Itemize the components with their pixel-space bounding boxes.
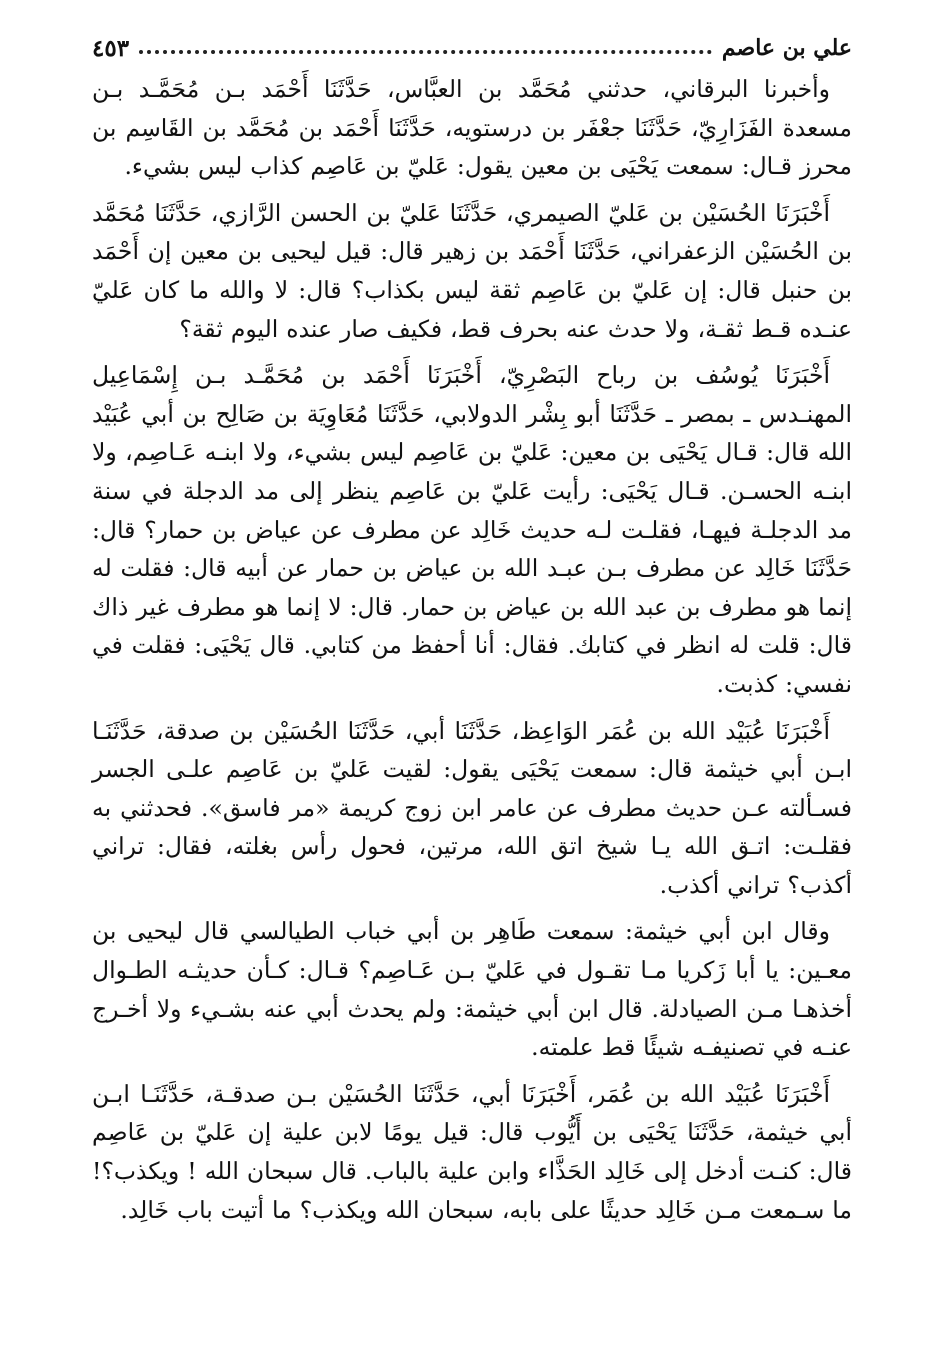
paragraph-5: وقال ابن أبي خيثمة: سمعت طَاهِر بن أبي خباب الطيالسي قال ليحيى بن معـين: يا أبا زَكريا مـا تقـول في عَليّ بـن عَـاصِم؟ قـال: كـأن حديثـه الطـوال أخذهـا مـن الصيادلة. قال ابن أبي خيثمة: ولم يحدث أبي عنه بشـيء ولا أخـرج عنـه في تصنيفـه شيئًا قط علمته. bbox=[92, 917, 852, 1062]
book-page bbox=[92, 28, 852, 1346]
page-number: ٤٥٣ bbox=[92, 34, 130, 62]
header-title: علي بن عاصم bbox=[721, 35, 852, 61]
dotted-leader bbox=[139, 50, 712, 54]
paragraph-6: أَخْبَرَنَا عُبَيْد الله بن عُمَر، أَخْبَرَنَا أبي، حَدَّثَنَا الحُسَيْن بـن صدقـة، حَدَّثَنَـا ابـن أبي خيثمة، حَدَّثَنَا يَحْيَى بن أَيُّوب قال: قيل يومًا لابن علية إن عَليّ بن عَاصِم قال: كنـت أدخل إلى خَالِد الحَذَّاء وابن علية بالباب. قال سبحان الله ! ويكذب؟! ما سـمعت مـن خَالِد حديثًا على بابه، سبحان الله ويكذب؟ ما أتيت باب خَالِد. bbox=[92, 1079, 852, 1224]
paragraph-2: أَخْبَرَنَا الحُسَيْن بن عَليّ الصيمري، حَدَّثَنَا عَليّ بن الحسن الرَّازي، حَدَّثَنَا مُحَمَّد بن الحُسَيْن الزعفراني، حَدَّثَنَا أَحْمَد بن زهير قال: قيل ليحيى بن معين إن أَحْمَد بن حنبل قال: إن عَليّ بن عَاصِم ثقة ليس بكذاب؟ قال: لا والله ما كان عَليّ عنـده قـط ثقـة، ولا حدث عنه بحرف قط، فكيف صار عنده اليوم ثقة؟ bbox=[92, 198, 852, 343]
running-header bbox=[92, 28, 852, 68]
paragraph-1: وأخبرنا البرقاني، حدثني مُحَمَّد بن العبَّاس، حَدَّثَنَا أَحْمَد بـن مُحَمَّـد بـن مسعدة الفَزَارِيّ، حَدَّثَنَا جعْفَر بن درستويه، حَدَّثَنَا أَحْمَد بن مُحَمَّد بن القَاسِم بن محرز قـال: سمعت يَحْيَى بن معين يقول: عَليّ بن عَاصِم كذاب ليس بشيء. bbox=[92, 75, 852, 181]
body-text bbox=[92, 70, 852, 1229]
paragraph-4: أَخْبَرَنَا عُبَيْد الله بن عُمَر الوَاعِظ، حَدَّثَنَا أبي، حَدَّثَنَا الحُسَيْن بن صدقة، حَدَّثَنَـا ابـن أبي خيثمة قال: سمعت يَحْيَى يقول: لقيت عَليّ بن عَاصِم علـى الجسر فسـألته عـن حديث مطرف عن عامر ابن زوج كريمة «مر فاسق». فحدثني به فقلـت: اتـق الله يـا شيخ اتق الله، مرتين، فحول رأس بغلته، فقال: تراني أكذب؟ تراني أكذب. bbox=[92, 716, 852, 899]
paragraph-3: أَخْبَرَنَا يُوسُف بن رباح البَصْرِيّ، أَخْبَرَنَا أَحْمَد بن مُحَمَّـد بـن إِسْمَاعِيل المهنـدس ـ بمصر ـ حَدَّثَنَا أبو بِشْر الدولابي، حَدَّثَنَا مُعَاوِيَة بن صَالِح بن أبي عُبَيْد الله قال: قـال يَحْيَى بن معين: عَليّ بن عَاصِم ليس بشيء، ولا ابنـه عَـاصِم، ولا ابنـه الحسـن. قـال يَحْيَى: رأيت عَليّ بن عَاصِم ينظر إلى مد الدجلة في سنة مد الدجلـة فيهـا، فقلـت لـه حديث خَالِد عن مطرف عن عياض بن حمار؟ قال: حَدَّثَنَا خَالِد عن مطرف بـن عبـد الله بن عياض بن حمار عن أبيه قال: فقلت له إنما هو مطرف بن عبد الله بن عياض بن حمار. قال: لا إنما هو مطرف غير ذاك قال: قلت له انظر في كتابك. فقال: أنا أحفظ من كتابي. قال يَحْيَى: فقلت في نفسي: كذبت. bbox=[92, 361, 852, 698]
